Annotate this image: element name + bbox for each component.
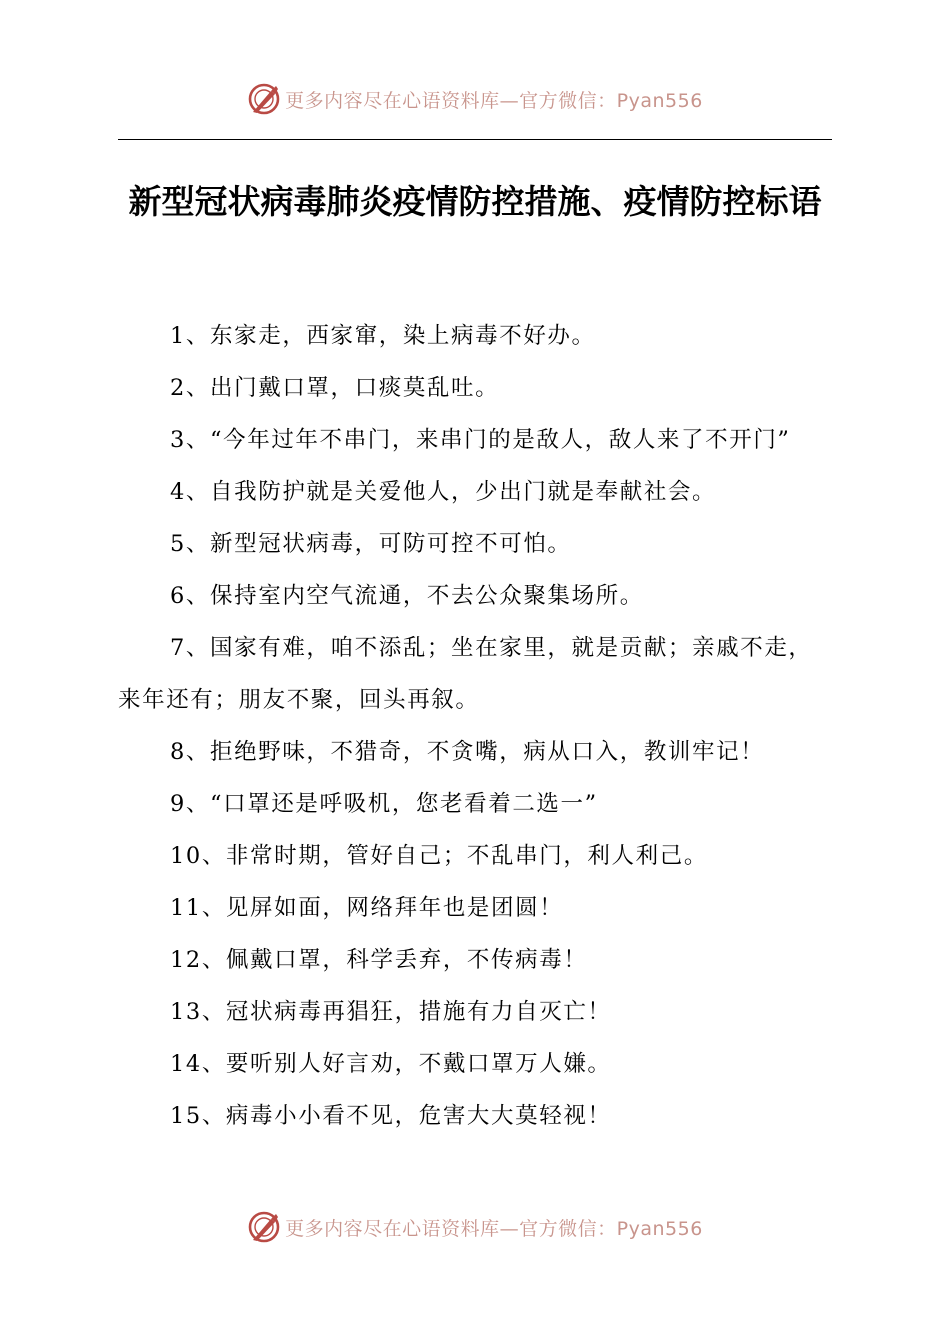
slogan-list xyxy=(118,310,832,1142)
list-item: 6、保持室内空气流通，不去公众聚集场所。 xyxy=(170,583,644,609)
list-item: 4、自我防护就是关爱他人，少出门就是奉献社会。 xyxy=(170,479,717,505)
footer-banner xyxy=(0,1210,950,1244)
list-item: 7、国家有难，咱不添乱；坐在家里，就是贡献；亲戚不走，来年还有；朋友不聚，回头再叙。 xyxy=(118,635,813,713)
list-item: 2、出门戴口罩，口痰莫乱吐。 xyxy=(170,375,500,401)
list-item: 12、佩戴口罩，科学丢弃，不传病毒！ xyxy=(170,947,588,973)
list-item: 13、冠状病毒再猖狂，措施有力自灭亡！ xyxy=(170,999,612,1025)
pen-circle-logo-icon xyxy=(247,1210,281,1244)
header-banner xyxy=(0,82,950,116)
footer-banner-text: 更多内容尽在心语资料库—官方微信：Pyan556 xyxy=(285,1217,703,1240)
list-item: 3、“今年过年不串门，来串门的是敌人，敌人来了不开门” xyxy=(170,427,791,453)
list-item: 15、病毒小小看不见，危害大大莫轻视！ xyxy=(170,1103,612,1129)
list-item: 9、“口罩还是呼吸机，您老看着二选一” xyxy=(170,791,598,817)
header-divider xyxy=(118,139,832,140)
list-item: 8、拒绝野味，不猎奇，不贪嘴，病从口入，教训牢记！ xyxy=(170,739,765,765)
list-item: 14、要听别人好言劝，不戴口罩万人嫌。 xyxy=(170,1051,612,1077)
list-item: 1、东家走，西家窜，染上病毒不好办。 xyxy=(170,323,596,349)
header-wechat-id: Pyan556 xyxy=(616,89,703,112)
list-item: 5、新型冠状病毒，可防可控不可怕。 xyxy=(170,531,572,557)
pen-circle-logo-icon xyxy=(247,82,281,116)
list-item: 10、非常时期，管好自己；不乱串门，利人利己。 xyxy=(170,843,708,869)
list-item: 11、见屏如面，网络拜年也是团圆！ xyxy=(170,895,564,921)
header-banner-text: 更多内容尽在心语资料库—官方微信：Pyan556 xyxy=(285,89,703,112)
footer-wechat-id: Pyan556 xyxy=(616,1217,703,1240)
document-title: 新型冠状病毒肺炎疫情防控措施、疫情防控标语 xyxy=(128,182,822,221)
